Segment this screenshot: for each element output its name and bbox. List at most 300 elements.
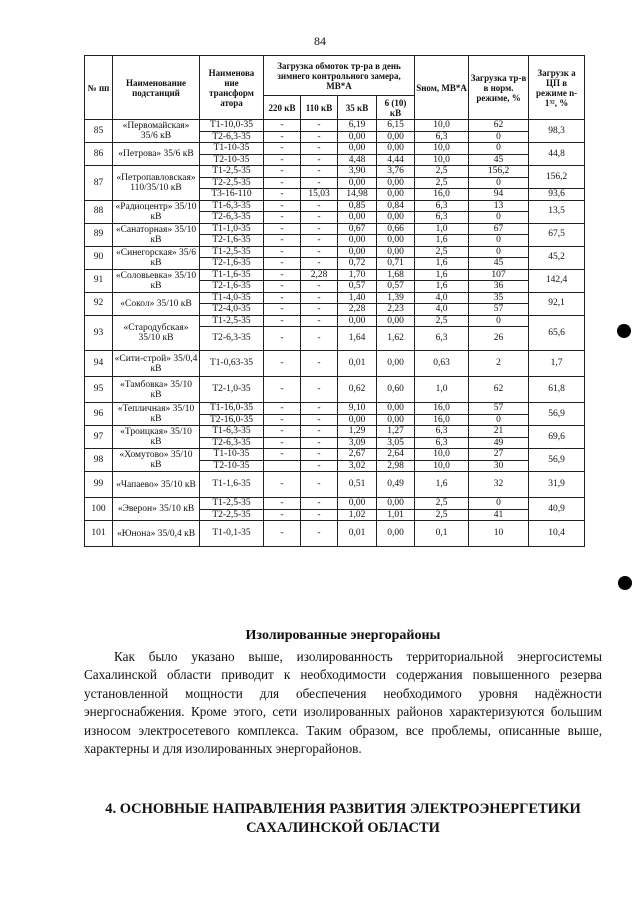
- cell-tr: Т3-16-110: [200, 189, 264, 201]
- cell-v35: 0,00: [338, 246, 377, 258]
- cell-tr: Т1-16,0-35: [200, 403, 264, 415]
- cell-v220: -: [264, 154, 301, 166]
- cell-tr: Т1-10-35: [200, 143, 264, 155]
- cell-load: 67: [469, 223, 529, 235]
- cell-load: 107: [469, 269, 529, 281]
- cell-load: 49: [469, 437, 529, 449]
- cell-snom: 2,5: [415, 509, 469, 521]
- cell-v610: 0,71: [377, 258, 415, 270]
- table-row: [85, 351, 585, 377]
- table-row: [85, 120, 585, 132]
- cell-tr: Т2-2,5-35: [200, 177, 264, 189]
- cell-v35: 3,09: [338, 437, 377, 449]
- table-row: [85, 377, 585, 403]
- cell-snom: 16,0: [415, 414, 469, 426]
- cell-substation-name: «Чапаево» 35/10 кВ: [113, 472, 200, 498]
- cell-load: 30: [469, 460, 529, 472]
- isolated-section-title: Изолированные энергорайоны: [245, 628, 441, 643]
- cell-tr: Т1-4,0-35: [200, 292, 264, 304]
- cell-v220: -: [264, 281, 301, 293]
- cell-v110: -: [301, 281, 338, 293]
- cell-tr: Т1-2,5-35: [200, 246, 264, 258]
- cell-cp-load: 98,3: [529, 120, 585, 143]
- header-load-windings: Загрузка обмоток тр-ра в день зимнего контрольного замера, МВ*А: [264, 56, 415, 96]
- cell-snom: 6,3: [415, 327, 469, 351]
- cell-load: 21: [469, 426, 529, 438]
- cell-v35: 9,10: [338, 403, 377, 415]
- cell-tr: Т1-10,0-35: [200, 120, 264, 132]
- cell-v220: -: [264, 131, 301, 143]
- cell-v35: 2,67: [338, 449, 377, 461]
- cell-snom: 10,0: [415, 143, 469, 155]
- table-row: [85, 269, 585, 281]
- cell-number: 91: [85, 269, 113, 292]
- cell-load: 27: [469, 449, 529, 461]
- header-snom: Sном, МВ*А: [415, 56, 469, 120]
- cell-v35: 0,62: [338, 377, 377, 403]
- cell-tr: Т1-2,5-35: [200, 315, 264, 327]
- cell-v610: 2,23: [377, 304, 415, 316]
- cell-cp-load: 69,6: [529, 426, 585, 449]
- cell-v110: -: [301, 460, 338, 472]
- cell-load: 35: [469, 292, 529, 304]
- cell-snom: 4,0: [415, 304, 469, 316]
- cell-v220: -: [264, 521, 301, 547]
- cell-v610: 0,84: [377, 200, 415, 212]
- cell-tr: Т2-10-35: [200, 460, 264, 472]
- cell-v610: 0,66: [377, 223, 415, 235]
- cell-v610: 0,00: [377, 403, 415, 415]
- table-row: [85, 315, 585, 327]
- cell-tr: Т2-6,3-35: [200, 212, 264, 224]
- cell-v610: 0,00: [377, 131, 415, 143]
- cell-load: 13: [469, 200, 529, 212]
- cell-v35: 0,00: [338, 315, 377, 327]
- cell-load: 10: [469, 521, 529, 547]
- cell-v35: 0,00: [338, 414, 377, 426]
- cell-v110: -: [301, 258, 338, 270]
- substation-load-table: [84, 55, 585, 547]
- cell-v35: 0,01: [338, 521, 377, 547]
- cell-load: 41: [469, 509, 529, 521]
- cell-substation-name: «Троицкая» 35/10 кВ: [113, 426, 200, 449]
- cell-substation-name: «Петрова» 35/6 кВ: [113, 143, 200, 166]
- cell-v220: -: [264, 246, 301, 258]
- cell-snom: 1,6: [415, 258, 469, 270]
- cell-v110: -: [301, 521, 338, 547]
- punch-hole-mark: [617, 324, 631, 338]
- cell-load: 94: [469, 189, 529, 201]
- cell-v110: -: [301, 498, 338, 510]
- cell-number: 95: [85, 377, 113, 403]
- cell-substation-name: «Тамбовка» 35/10 кВ: [113, 377, 200, 403]
- cell-cp-load: 56,9: [529, 449, 585, 472]
- cell-v610: 0,00: [377, 315, 415, 327]
- cell-v220: -: [264, 351, 301, 377]
- cell-v220: -: [264, 143, 301, 155]
- cell-snom: 1,0: [415, 223, 469, 235]
- header-transformer: Наименова ние трансформ атора: [200, 56, 264, 120]
- cell-v220: -: [264, 414, 301, 426]
- cell-v610: 0,00: [377, 498, 415, 510]
- cell-load: 0: [469, 212, 529, 224]
- cell-v35: 0,00: [338, 235, 377, 247]
- cell-load: 0: [469, 315, 529, 327]
- cell-v110: -: [301, 414, 338, 426]
- cell-v110: -: [301, 166, 338, 178]
- table-row: [85, 449, 585, 461]
- cell-v610: 0,00: [377, 143, 415, 155]
- cell-substation-name: «Сокол» 35/10 кВ: [113, 292, 200, 315]
- cell-load: 57: [469, 304, 529, 316]
- cell-snom: 1,6: [415, 281, 469, 293]
- cell-v610: 6,15: [377, 120, 415, 132]
- cell-tr: Т2-6,3-35: [200, 437, 264, 449]
- cell-number: 98: [85, 449, 113, 472]
- cell-load: 62: [469, 120, 529, 132]
- cell-tr: Т2-1,0-35: [200, 377, 264, 403]
- cell-v110: -: [301, 403, 338, 415]
- cell-v610: 2,64: [377, 449, 415, 461]
- cell-v610: 3,76: [377, 166, 415, 178]
- cell-v35: 0,72: [338, 258, 377, 270]
- table-row: [85, 143, 585, 155]
- cell-v610: 0,00: [377, 521, 415, 547]
- cell-load: 0: [469, 131, 529, 143]
- cell-v610: 1,68: [377, 269, 415, 281]
- table-row: [85, 200, 585, 212]
- cell-cp-load: 40,9: [529, 498, 585, 521]
- cell-v610: 0,00: [377, 414, 415, 426]
- cell-snom: 6,3: [415, 437, 469, 449]
- header-110kv: 110 кВ: [301, 96, 338, 120]
- cell-tr: Т2-6,3-35: [200, 327, 264, 351]
- cell-tr: Т1-1,0-35: [200, 223, 264, 235]
- cell-substation-name: «Юнона» 35/0,4 кВ: [113, 521, 200, 547]
- page-number: 84: [314, 34, 326, 48]
- cell-snom: 6,3: [415, 131, 469, 143]
- header-load-normal: Загрузка тр-в в норм. режиме, %: [469, 56, 529, 120]
- cell-load: 0: [469, 246, 529, 258]
- cell-v220: -: [264, 292, 301, 304]
- cell-number: 101: [85, 521, 113, 547]
- cell-v610: 0,00: [377, 351, 415, 377]
- table-row: [85, 472, 585, 498]
- cell-v110: -: [301, 304, 338, 316]
- cell-cp-load: 31,9: [529, 472, 585, 498]
- cell-tr: Т1-0,63-35: [200, 351, 264, 377]
- cell-snom: 6,3: [415, 426, 469, 438]
- cell-cp-load: 92,1: [529, 292, 585, 315]
- cell-substation-name: «Сити-строй» 35/0,4 кВ: [113, 351, 200, 377]
- punch-hole-mark: [618, 576, 632, 590]
- cell-snom: 2,5: [415, 498, 469, 510]
- cell-load: 57: [469, 403, 529, 415]
- cell-v610: 0,00: [377, 189, 415, 201]
- cell-tr: Т2-2,5-35: [200, 509, 264, 521]
- cell-cp-load: 65,6: [529, 315, 585, 351]
- cell-cp-load: 10,4: [529, 521, 585, 547]
- cell-v110: -: [301, 377, 338, 403]
- cell-snom: 1,6: [415, 269, 469, 281]
- header-num: № пп: [85, 56, 113, 120]
- cell-substation-name: «Санаторная» 35/10 кВ: [113, 223, 200, 246]
- cell-v110: -: [301, 246, 338, 258]
- cell-v610: 0,57: [377, 281, 415, 293]
- cell-v220: -: [264, 449, 301, 461]
- cell-number: 87: [85, 166, 113, 201]
- cell-tr: Т1-2,5-35: [200, 498, 264, 510]
- cell-v110: -: [301, 509, 338, 521]
- cell-v610: 0,00: [377, 212, 415, 224]
- cell-snom: 0,1: [415, 521, 469, 547]
- cell-v610: 2,98: [377, 460, 415, 472]
- cell-v35: 0,00: [338, 143, 377, 155]
- cell-tr: Т1-10-35: [200, 449, 264, 461]
- cell-cp-load: 156,2: [529, 166, 585, 189]
- cell-tr: Т2-16,0-35: [200, 414, 264, 426]
- cell-load: 26: [469, 327, 529, 351]
- cell-snom: 6,3: [415, 212, 469, 224]
- cell-v610: 1,62: [377, 327, 415, 351]
- cell-load: 0: [469, 498, 529, 510]
- cell-substation-name: «Эверон» 35/10 кВ: [113, 498, 200, 521]
- cell-tr: Т2-6,3-35: [200, 131, 264, 143]
- cell-v35: 6,19: [338, 120, 377, 132]
- cell-v220: -: [264, 426, 301, 438]
- cell-v35: 1,29: [338, 426, 377, 438]
- cell-v35: 0,51: [338, 472, 377, 498]
- cell-v35: 1,02: [338, 509, 377, 521]
- cell-v220: -: [264, 177, 301, 189]
- cell-v610: 4,44: [377, 154, 415, 166]
- chapter-heading-line-2: САХАЛИНСКОЙ ОБЛАСТИ: [246, 820, 440, 836]
- table-row: [85, 292, 585, 304]
- cell-snom: 6,3: [415, 200, 469, 212]
- cell-v110: -: [301, 437, 338, 449]
- cell-v35: 14,98: [338, 189, 377, 201]
- table-row: [85, 521, 585, 547]
- cell-v610: 0,00: [377, 235, 415, 247]
- cell-v610: 3,05: [377, 437, 415, 449]
- cell-snom: 10,0: [415, 120, 469, 132]
- cell-snom: 1,0: [415, 377, 469, 403]
- header-load-cp: Загрузк а ЦП в режиме n-1³², %: [529, 56, 585, 120]
- cell-v110: -: [301, 292, 338, 304]
- cell-load: 2: [469, 351, 529, 377]
- cell-number: 99: [85, 472, 113, 498]
- cell-number: 93: [85, 315, 113, 351]
- table-row: [85, 223, 585, 235]
- cell-tr: Т1-1,6-35: [200, 472, 264, 498]
- cell-v35: 1,64: [338, 327, 377, 351]
- cell-v220: -: [264, 212, 301, 224]
- cell-v220: -: [264, 403, 301, 415]
- cell-snom: 1,6: [415, 472, 469, 498]
- cell-v35: 4,48: [338, 154, 377, 166]
- cell-snom: 1,6: [415, 235, 469, 247]
- cell-snom: 10,0: [415, 154, 469, 166]
- cell-v220: -: [264, 377, 301, 403]
- cell-v110: -: [301, 212, 338, 224]
- cell-v35: 0,01: [338, 351, 377, 377]
- table-row: [85, 403, 585, 415]
- cell-v220: -: [264, 315, 301, 327]
- cell-v110: -: [301, 235, 338, 247]
- cell-number: 85: [85, 120, 113, 143]
- cell-substation-name: «Радиоцентр» 35/10 кВ: [113, 200, 200, 223]
- cell-v110: -: [301, 351, 338, 377]
- cell-load: 156,2: [469, 166, 529, 178]
- cell-v110: 2,28: [301, 269, 338, 281]
- cell-v110: -: [301, 120, 338, 132]
- cell-load: 62: [469, 377, 529, 403]
- cell-v220: -: [264, 189, 301, 201]
- cell-v220: -: [264, 498, 301, 510]
- cell-v35: 0,57: [338, 281, 377, 293]
- cell-substation-name: «Тепличная» 35/10 кВ: [113, 403, 200, 426]
- cell-number: 96: [85, 403, 113, 426]
- cell-substation-name: «Первомайская» 35/6 кВ: [113, 120, 200, 143]
- cell-v220: -: [264, 200, 301, 212]
- cell-v110: -: [301, 449, 338, 461]
- header-35kv: 35 кВ: [338, 96, 377, 120]
- cell-v35: 0,67: [338, 223, 377, 235]
- cell-number: 88: [85, 200, 113, 223]
- table-row: [85, 246, 585, 258]
- cell-v110: -: [301, 327, 338, 351]
- table-row: [85, 426, 585, 438]
- cell-snom: 10,0: [415, 449, 469, 461]
- cell-snom: 2,5: [415, 315, 469, 327]
- cell-v35: 3,90: [338, 166, 377, 178]
- cell-tr: Т2-1,6-35: [200, 281, 264, 293]
- cell-tr: Т2-10-35: [200, 154, 264, 166]
- table-body: [85, 120, 585, 547]
- cell-v110: -: [301, 143, 338, 155]
- cell-v35: 1,40: [338, 292, 377, 304]
- cell-v220: -: [264, 258, 301, 270]
- cell-v610: 1,01: [377, 509, 415, 521]
- cell-v35: 0,85: [338, 200, 377, 212]
- header-6-10kv: 6 (10) кВ: [377, 96, 415, 120]
- cell-v35: 3,02: [338, 460, 377, 472]
- cell-snom: 10,0: [415, 460, 469, 472]
- cell-v35: 1,70: [338, 269, 377, 281]
- cell-v35: 0,00: [338, 131, 377, 143]
- cell-v220: [264, 460, 301, 472]
- cell-cp-load: 56,9: [529, 403, 585, 426]
- cell-snom: 16,0: [415, 189, 469, 201]
- cell-number: 97: [85, 426, 113, 449]
- cell-v220: -: [264, 120, 301, 132]
- header-220kv: 220 кВ: [264, 96, 301, 120]
- cell-tr: Т1-2,5-35: [200, 166, 264, 178]
- cell-v610: 0,00: [377, 246, 415, 258]
- cell-load: 0: [469, 235, 529, 247]
- cell-substation-name: «Стародубская» 35/10 кВ: [113, 315, 200, 351]
- cell-v110: -: [301, 223, 338, 235]
- cell-number: 92: [85, 292, 113, 315]
- cell-v110: -: [301, 426, 338, 438]
- cell-v35: 0,00: [338, 498, 377, 510]
- cell-snom: 2,5: [415, 166, 469, 178]
- table-row: [85, 166, 585, 178]
- cell-v110: 15,03: [301, 189, 338, 201]
- cell-v110: -: [301, 315, 338, 327]
- cell-number: 100: [85, 498, 113, 521]
- cell-tr: Т1-6,3-35: [200, 200, 264, 212]
- cell-load: 45: [469, 258, 529, 270]
- cell-v110: -: [301, 200, 338, 212]
- isolated-section-paragraph: Как было указано выше, изолированность территориальной энергосистемы Сахалинской области приводит к необходимости содержания повышенного резерва установленной мощности для обеспечения необходимого уровня надёжности энергоснабжения. Кроме этого, сети изолированных районов характеризуются большим износом электросетевого комплекса. Таким образом, все проблемы, описанные выше, характерны и для изолированных энергорайонов.: [84, 649, 602, 757]
- cell-tr: Т1-1,6-35: [200, 269, 264, 281]
- cell-snom: 2,5: [415, 177, 469, 189]
- cell-v35: 0,00: [338, 177, 377, 189]
- cell-cp-load: 44,8: [529, 143, 585, 166]
- cell-load: 0: [469, 143, 529, 155]
- cell-v220: -: [264, 235, 301, 247]
- cell-v220: -: [264, 223, 301, 235]
- cell-v610: 0,00: [377, 177, 415, 189]
- cell-cp-load: 13,5: [529, 200, 585, 223]
- cell-v35: 2,28: [338, 304, 377, 316]
- header-name: Наименование подстанций: [113, 56, 200, 120]
- cell-snom: 0,63: [415, 351, 469, 377]
- cell-substation-name: «Синегорская» 35/6 кВ: [113, 246, 200, 269]
- cell-v610: 1,27: [377, 426, 415, 438]
- cell-tr: Т1-6,3-35: [200, 426, 264, 438]
- cell-tr: Т2-1,6-35: [200, 235, 264, 247]
- cell-v110: -: [301, 154, 338, 166]
- cell-cp-load: 61,8: [529, 377, 585, 403]
- cell-snom: 2,5: [415, 246, 469, 258]
- cell-v220: -: [264, 509, 301, 521]
- cell-v220: -: [264, 327, 301, 351]
- cell-substation-name: «Петропавловская» 110/35/10 кВ: [113, 166, 200, 201]
- cell-v220: -: [264, 304, 301, 316]
- cell-number: 86: [85, 143, 113, 166]
- cell-substation-name: «Соловьевка» 35/10 кВ: [113, 269, 200, 292]
- cell-v110: -: [301, 177, 338, 189]
- cell-v610: 1,39: [377, 292, 415, 304]
- chapter-heading-line-1: 4. ОСНОВНЫЕ НАПРАВЛЕНИЯ РАЗВИТИЯ ЭЛЕКТРОЭНЕРГЕТИКИ: [105, 801, 581, 817]
- cell-cp-load: 67,5: [529, 223, 585, 246]
- cell-v220: -: [264, 437, 301, 449]
- cell-v220: -: [264, 269, 301, 281]
- cell-v220: -: [264, 166, 301, 178]
- cell-cp-load: 45,2: [529, 246, 585, 269]
- table-row: [85, 498, 585, 510]
- cell-snom: 16,0: [415, 403, 469, 415]
- cell-load: 0: [469, 414, 529, 426]
- cell-number: 90: [85, 246, 113, 269]
- cell-cp-load: 142,4: [529, 269, 585, 292]
- cell-tr: Т2-1,6-35: [200, 258, 264, 270]
- cell-v110: -: [301, 472, 338, 498]
- cell-number: 89: [85, 223, 113, 246]
- cell-v220: -: [264, 472, 301, 498]
- cell-v610: 0,60: [377, 377, 415, 403]
- cell-cp-load: 1,7: [529, 351, 585, 377]
- cell-number: 94: [85, 351, 113, 377]
- cell-load: 36: [469, 281, 529, 293]
- cell-v110: -: [301, 131, 338, 143]
- cell-cp-load: 93,6: [529, 189, 585, 201]
- cell-substation-name: «Хомутово» 35/10 кВ: [113, 449, 200, 472]
- cell-tr: Т1-0,1-35: [200, 521, 264, 547]
- cell-load: 45: [469, 154, 529, 166]
